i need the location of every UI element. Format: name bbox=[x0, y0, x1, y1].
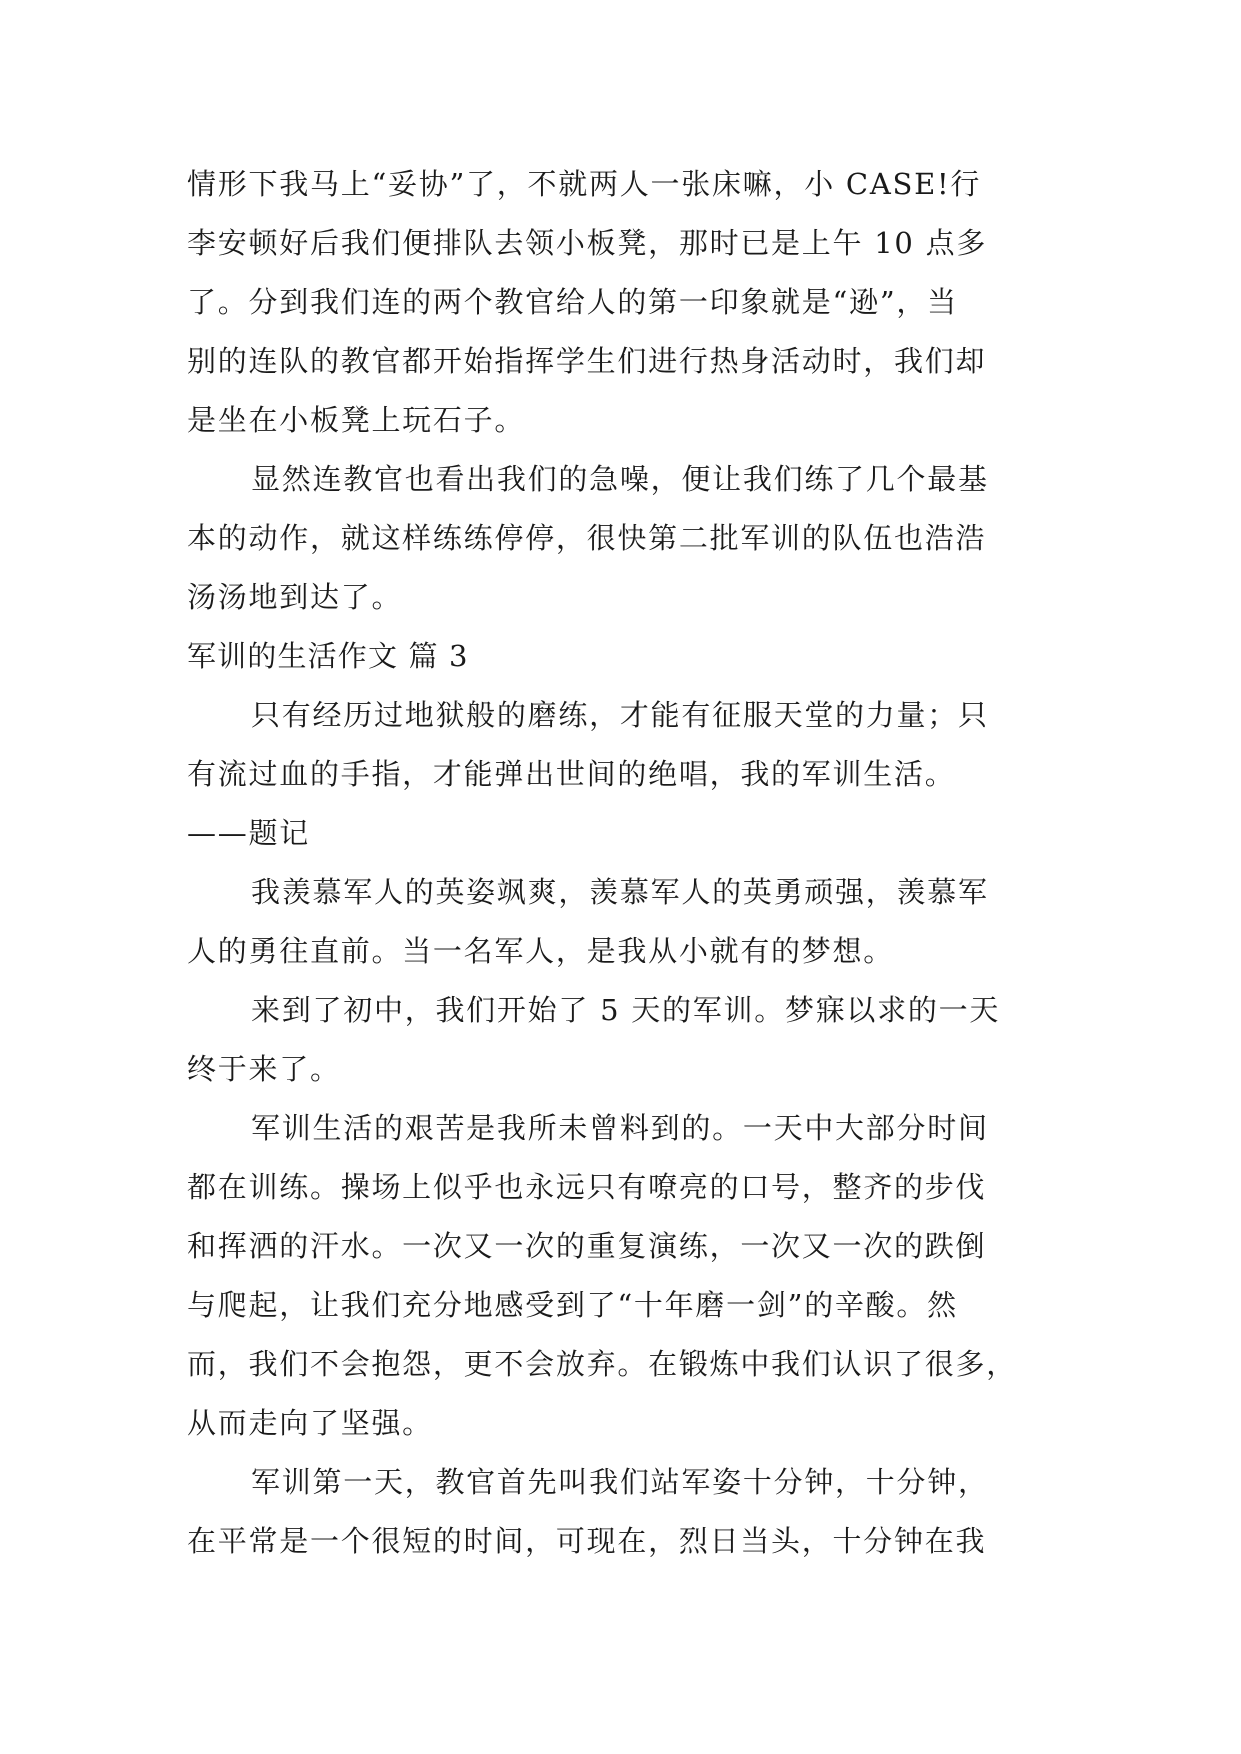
text-line: 了。分到我们连的两个教官给人的第一印象就是“逊”，当 bbox=[187, 285, 958, 319]
paragraph-first-line: 只有经历过地狱般的磨练，才能有征服天堂的力量；只 bbox=[251, 698, 989, 732]
text-line: 终于来了。 bbox=[187, 1052, 341, 1086]
text-line: 是坐在小板凳上玩石子。 bbox=[187, 403, 526, 437]
section-heading: 军训的生活作文 篇 3 bbox=[187, 639, 469, 673]
text-line: 和挥洒的汗水。一次又一次的重复演练，一次又一次的跌倒 bbox=[187, 1229, 987, 1263]
text-line: 汤汤地到达了。 bbox=[187, 580, 403, 614]
text-line: 从而走向了坚强。 bbox=[187, 1406, 433, 1440]
document-body bbox=[187, 155, 1057, 1571]
paragraph-first-line: 显然连教官也看出我们的急噪，便让我们练了几个最基 bbox=[251, 462, 989, 496]
paragraph-first-line: 来到了初中，我们开始了 5 天的军训。梦寐以求的一天 bbox=[251, 993, 1001, 1027]
text-line: 有流过血的手指，才能弹出世间的绝唱，我的军训生活。 bbox=[187, 757, 956, 791]
text-line: 与爬起，让我们充分地感受到了“十年磨一剑”的辛酸。然 bbox=[187, 1288, 958, 1322]
paragraph-first-line: 军训生活的艰苦是我所未曾料到的。一天中大部分时间 bbox=[251, 1111, 989, 1145]
epigraph-attribution: ——题记 bbox=[187, 816, 310, 850]
text-line: 在平常是一个很短的时间，可现在，烈日当头，十分钟在我 bbox=[187, 1524, 987, 1558]
text-line: 本的动作，就这样练练停停，很快第二批军训的队伍也浩浩 bbox=[187, 521, 987, 555]
text-line: 人的勇往直前。当一名军人，是我从小就有的梦想。 bbox=[187, 934, 895, 968]
text-line: 别的连队的教官都开始指挥学生们进行热身活动时，我们却 bbox=[187, 344, 987, 378]
paragraph-first-line: 我羡慕军人的英姿飒爽，羡慕军人的英勇顽强，羡慕军 bbox=[251, 875, 989, 909]
text-line: 而，我们不会抱怨，更不会放弃。在锻炼中我们认识了很多， bbox=[187, 1347, 1017, 1381]
text-line: 情形下我马上“妥协”了，不就两人一张床嘛，小 CASE!行 bbox=[187, 167, 982, 201]
text-line: 李安顿好后我们便排队去领小板凳，那时已是上午 10 点多 bbox=[187, 226, 988, 260]
text-line: 都在训练。操场上似乎也永远只有嘹亮的口号，整齐的步伐 bbox=[187, 1170, 987, 1204]
paragraph-first-line: 军训第一天，教官首先叫我们站军姿十分钟，十分钟， bbox=[251, 1465, 989, 1499]
